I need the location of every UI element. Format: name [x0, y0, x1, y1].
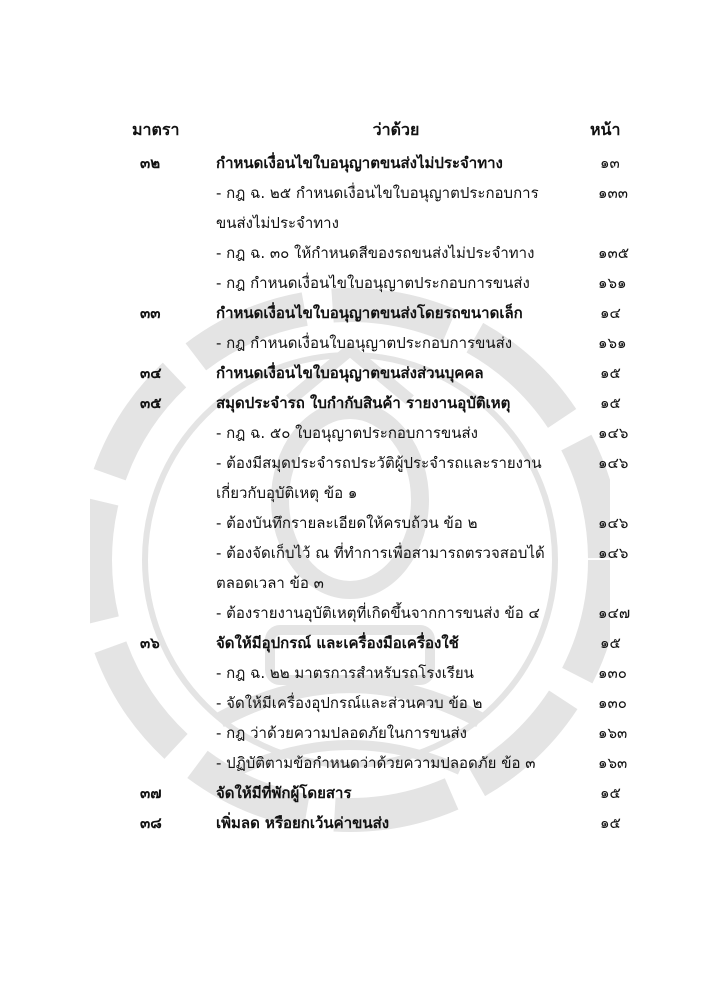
topic-title: กำหนดเงื่อนไขใบอนุญาตขนส่งส่วนบุคคล	[216, 364, 484, 382]
header-topic: ว่าด้วย	[372, 120, 420, 139]
page-number: ๑๖๑	[598, 274, 627, 292]
toc-row	[0, 358, 707, 388]
header-page: หน้า	[590, 120, 621, 139]
section-number: ๓๖	[140, 634, 160, 652]
toc-row	[0, 628, 707, 658]
section-number: ๓๘	[140, 814, 162, 832]
subtopic-title: - กฎ ฉ. ๒๕ กำหนดเงื่อนไขใบอนุญาตประกอบการขนส่งไม่ประจำทาง	[216, 184, 539, 232]
section-number: ๓๗	[140, 784, 162, 802]
page-number: ๑๓๐	[598, 694, 627, 712]
topic-title: จัดให้มีอุปกรณ์ และเครื่องมือเครื่องใช้	[216, 634, 459, 652]
subtopic-title: - ต้องมีสมุดประจำรถประวัติผู้ประจำรถและรายงานเกี่ยวกับอุบัติเหตุ ข้อ ๑	[216, 454, 542, 502]
subtopic-title: - กฎ ฉ. ๕๐ ใบอนุญาตประกอบการขนส่ง	[216, 424, 478, 442]
topic-title: สมุดประจำรถ ใบกำกับสินค้า รายงานอุบัติเหตุ	[216, 394, 511, 412]
page-number: ๑๔	[600, 304, 621, 322]
subtopic-title: - ต้องบันทึกรายละเอียดให้ครบถ้วน ข้อ ๒	[216, 514, 478, 532]
subtopic-title: - ต้องรายงานอุบัติเหตุที่เกิดขึ้นจากการขนส่ง ข้อ ๔	[216, 604, 540, 622]
page-number: ๑๔๖	[598, 424, 629, 442]
page-number: ๑๔๗	[598, 604, 631, 622]
toc-row	[0, 658, 707, 688]
subtopic-title: - ต้องจัดเก็บไว้ ณ ที่ทำการเพื่อสามารถตรวจสอบได้ตลอดเวลา ข้อ ๓	[216, 544, 545, 592]
toc-row	[0, 388, 707, 418]
page-number: ๑๕	[600, 364, 621, 382]
toc-row	[0, 748, 707, 778]
toc-row	[0, 718, 707, 748]
subtopic-title: - กฎ กำหนดเงื่อนใบอนุญาตประกอบการขนส่ง	[216, 334, 513, 352]
toc-row	[0, 508, 707, 538]
topic-title: กำหนดเงื่อนไขใบอนุญาตขนส่งโดยรถขนาดเล็ก	[216, 304, 523, 322]
toc-row	[0, 148, 707, 178]
subtopic-title: - ปฏิบัติตามข้อกำหนดว่าด้วยความปลอดภัย ข้อ ๓	[216, 754, 536, 772]
topic-title: จัดให้มีที่พักผู้โดยสาร	[216, 784, 352, 802]
section-number: ๓๔	[140, 364, 162, 382]
header-section: มาตรา	[132, 120, 180, 139]
page-number: ๑๕	[600, 784, 621, 802]
toc-rows	[0, 148, 707, 838]
section-number: ๓๕	[140, 394, 162, 412]
toc-row	[0, 418, 707, 448]
toc-header	[0, 118, 707, 148]
toc-row	[0, 538, 707, 598]
toc-row	[0, 448, 707, 508]
section-number: ๓๓	[140, 304, 161, 322]
toc-row	[0, 238, 707, 268]
page-number: ๑๓	[600, 154, 620, 172]
section-number: ๓๒	[140, 154, 161, 172]
page-number: ๑๓๕	[598, 244, 630, 262]
page-number: ๑๔๖	[598, 514, 629, 532]
page-number: ๑๕	[600, 814, 621, 832]
page-number: ๑๖๓	[598, 724, 628, 742]
toc-row	[0, 688, 707, 718]
page-number: ๑๓๐	[598, 664, 627, 682]
toc-row	[0, 808, 707, 838]
page-number: ๑๔๖	[598, 454, 629, 472]
subtopic-title: - กฎ ฉ. ๓๐ ให้กำหนดสีของรถขนส่งไม่ประจำทาง	[216, 244, 535, 262]
toc-row	[0, 598, 707, 628]
topic-title: กำหนดเงื่อนไขใบอนุญาตขนส่งไม่ประจำทาง	[216, 154, 503, 172]
subtopic-title: - กฎ กำหนดเงื่อนไขใบอนุญาตประกอบการขนส่ง	[216, 274, 530, 292]
page-number: ๑๖๑	[598, 334, 627, 352]
page-number: ๑๕	[600, 634, 621, 652]
page-number: ๑๕	[600, 394, 621, 412]
page-number: ๑๓๓	[598, 184, 629, 202]
subtopic-title: - จัดให้มีเครื่องอุปกรณ์และส่วนควบ ข้อ ๒	[216, 694, 483, 712]
toc-row	[0, 178, 707, 238]
toc-row	[0, 268, 707, 298]
page-number: ๑๔๖	[598, 544, 629, 562]
toc-row	[0, 778, 707, 808]
toc-row	[0, 298, 707, 328]
page-number: ๑๖๓	[598, 754, 628, 772]
topic-title: เพิ่มลด หรือยกเว้นค่าขนส่ง	[216, 814, 390, 832]
toc-row	[0, 328, 707, 358]
subtopic-title: - กฎ ว่าด้วยความปลอดภัยในการขนส่ง	[216, 724, 467, 742]
subtopic-title: - กฎ ฉ. ๒๒ มาตรการสำหรับรถโรงเรียน	[216, 664, 474, 682]
